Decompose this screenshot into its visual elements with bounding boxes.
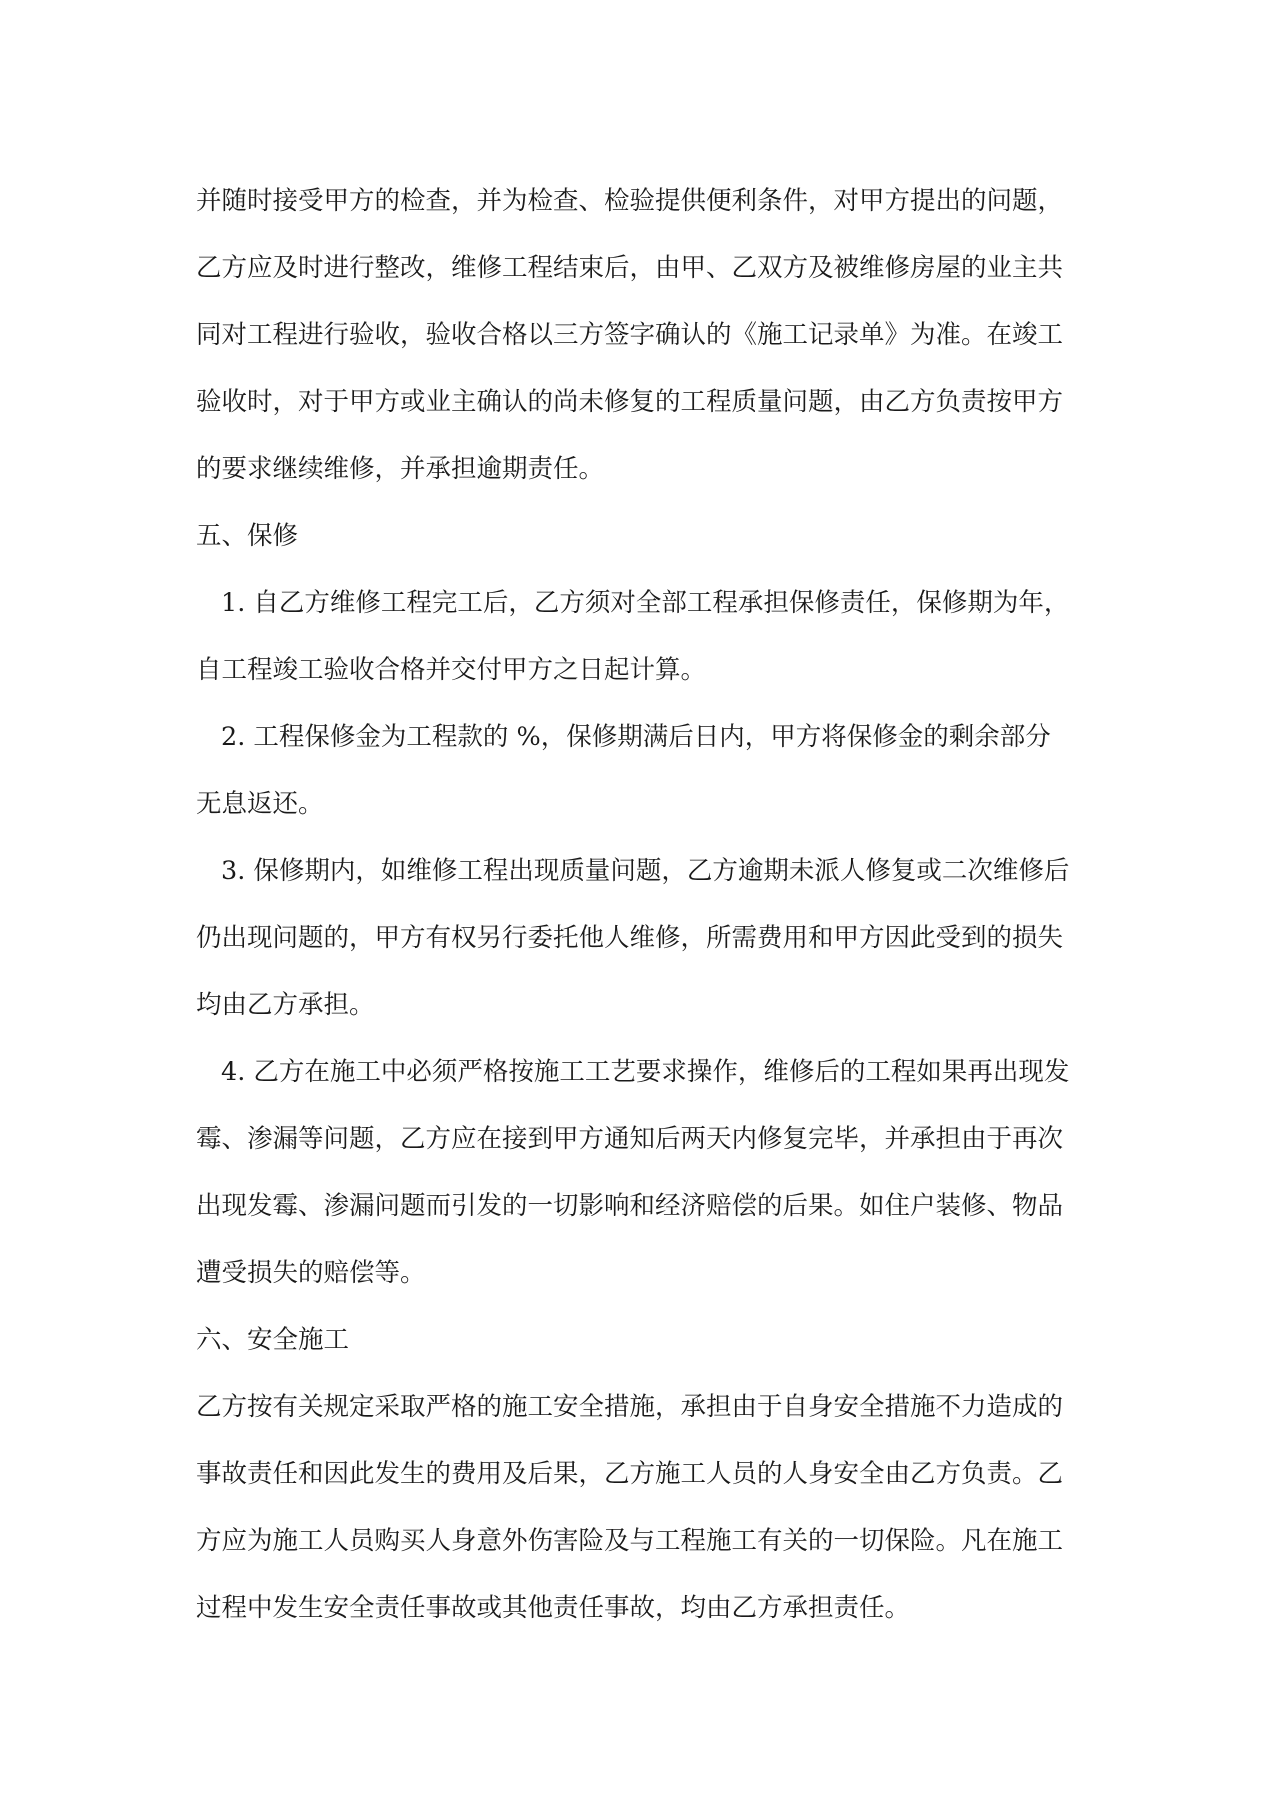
- list-item-1: 1. 自乙方维修工程完工后，乙方须对全部工程承担保修责任，保修期为年，: [221, 588, 1070, 618]
- list-item-4: 4. 乙方在施工中必须严格按施工工艺要求操作，维修后的工程如果再出现发: [221, 1057, 1070, 1087]
- text-line: 并随时接受甲方的检查，并为检查、检验提供便利条件，对甲方提出的问题，: [196, 186, 1064, 216]
- text-line: 霉、渗漏等问题，乙方应在接到甲方通知后两天内修复完毕，并承担由于再次: [196, 1124, 1064, 1154]
- text-line: 事故责任和因此发生的费用及后果，乙方施工人员的人身安全由乙方负责。乙: [196, 1459, 1064, 1489]
- text-line: 的要求继续维修，并承担逾期责任。: [196, 454, 605, 484]
- text-line: 无息返还。: [196, 789, 324, 819]
- text-line: 出现发霉、渗漏问题而引发的一切影响和经济赔偿的后果。如住户装修、物品: [196, 1191, 1064, 1221]
- section-heading-safety: 六、安全施工: [196, 1325, 350, 1355]
- text-line: 自工程竣工验收合格并交付甲方之日起计算。: [196, 655, 707, 685]
- list-item-3: 3. 保修期内，如维修工程出现质量问题，乙方逾期未派人修复或二次维修后: [221, 856, 1070, 886]
- text-line: 遭受损失的赔偿等。: [196, 1258, 426, 1288]
- text-line: 方应为施工人员购买人身意外伤害险及与工程施工有关的一切保险。凡在施工: [196, 1526, 1064, 1556]
- text-line: 仍出现问题的，甲方有权另行委托他人维修，所需费用和甲方因此受到的损失: [196, 923, 1064, 953]
- text-line: 验收时，对于甲方或业主确认的尚未修复的工程质量问题，由乙方负责按甲方: [196, 387, 1064, 417]
- list-item-2: 2. 工程保修金为工程款的 %，保修期满后日内，甲方将保修金的剩余部分: [221, 722, 1051, 752]
- section-heading-warranty: 五、保修: [196, 521, 299, 551]
- document-body: [196, 168, 1096, 1642]
- text-line: 乙方应及时进行整改，维修工程结束后，由甲、乙双方及被维修房屋的业主共: [196, 253, 1064, 283]
- text-line: 均由乙方承担。: [196, 990, 375, 1020]
- text-line: 过程中发生安全责任事故或其他责任事故，均由乙方承担责任。: [196, 1593, 911, 1623]
- text-line: 同对工程进行验收，验收合格以三方签字确认的《施工记录单》为准。在竣工: [196, 320, 1064, 350]
- text-line: 乙方按有关规定采取严格的施工安全措施，承担由于自身安全措施不力造成的: [196, 1392, 1064, 1422]
